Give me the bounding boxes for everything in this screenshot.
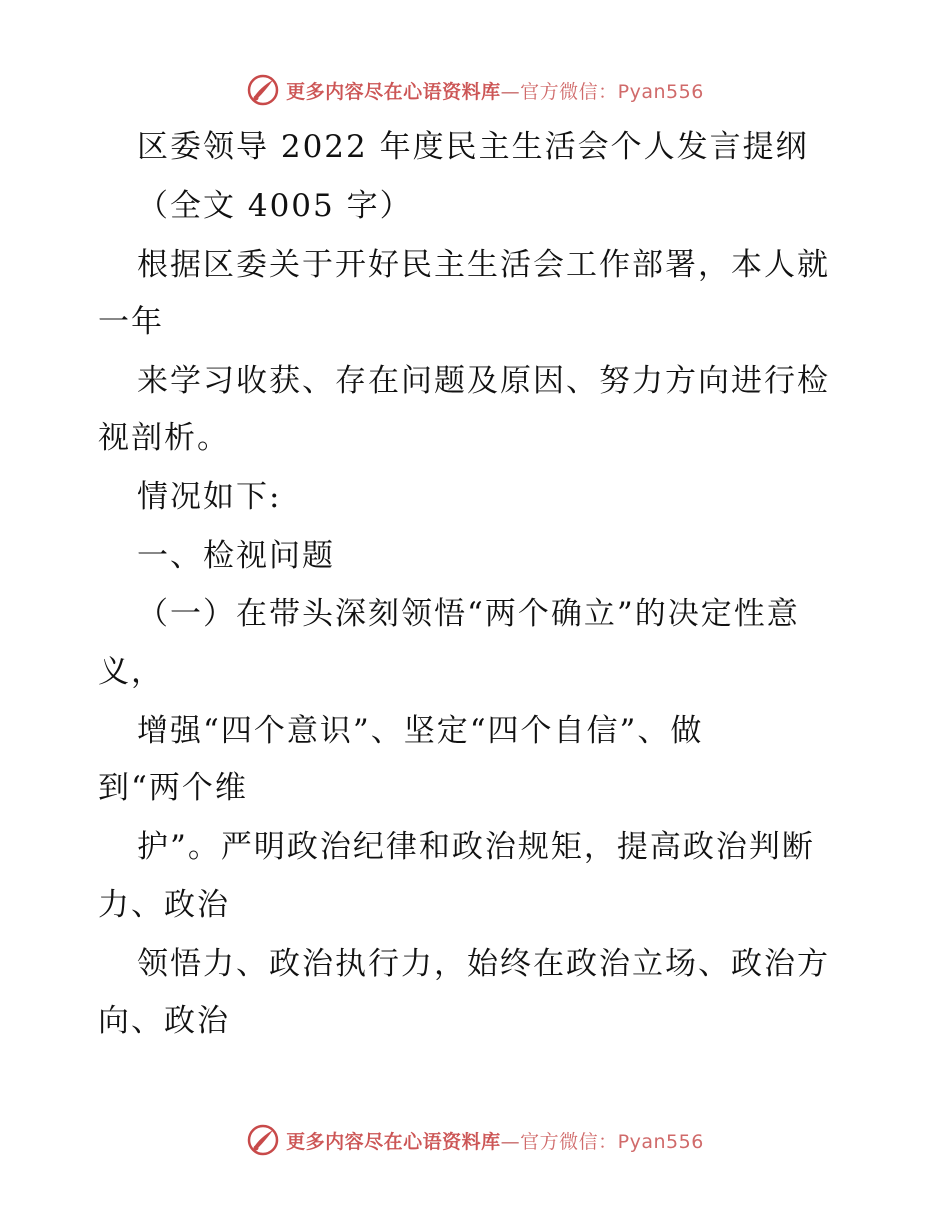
document-title: 区委领导 2022 年度民主生活会个人发言提纲 xyxy=(137,129,809,165)
section-heading: 一、检视问题 xyxy=(137,538,335,574)
footer-watermark xyxy=(0,1120,950,1160)
watermark-text xyxy=(286,1127,704,1154)
paragraph-line: 情况如下: xyxy=(137,479,282,515)
paragraph-line: 义， xyxy=(98,654,164,690)
paragraph-line: 视剖析。 xyxy=(98,420,230,456)
paragraph-line: 根据区委关于开好民主生活会工作部署，本人就 xyxy=(137,247,830,283)
paragraph-line: 力、政治 xyxy=(98,887,230,923)
watermark-brand: 更多内容尽在心语资料库 xyxy=(286,1130,501,1153)
document-subtitle: （全文 4005 字） xyxy=(137,188,413,224)
watermark-separator: — xyxy=(500,1130,521,1153)
brush-logo-icon xyxy=(246,1123,280,1157)
paragraph-line: 一年 xyxy=(98,304,164,340)
header-watermark xyxy=(0,70,950,110)
watermark-suffix: 官方微信：Pyan556 xyxy=(520,1130,704,1153)
brush-logo-icon xyxy=(246,73,280,107)
paragraph-line: 领悟力、政治执行力，始终在政治立场、政治方 xyxy=(137,946,830,982)
paragraph-line: 到“两个维 xyxy=(98,770,248,806)
subsection-heading: （一）在带头深刻领悟“两个确立”的决定性意 xyxy=(137,596,800,632)
watermark-brand: 更多内容尽在心语资料库 xyxy=(286,80,501,103)
paragraph-line: 来学习收获、存在问题及原因、努力方向进行检 xyxy=(137,363,830,399)
paragraph-line: 向、政治 xyxy=(98,1003,230,1039)
paragraph-line: 增强“四个意识”、坚定“四个自信”、做 xyxy=(137,713,704,749)
watermark-text xyxy=(286,77,704,104)
paragraph-line: 护”。严明政治纪律和政治规矩，提高政治判断 xyxy=(137,829,815,865)
watermark-separator: — xyxy=(500,80,521,103)
watermark-suffix: 官方微信：Pyan556 xyxy=(520,80,704,103)
